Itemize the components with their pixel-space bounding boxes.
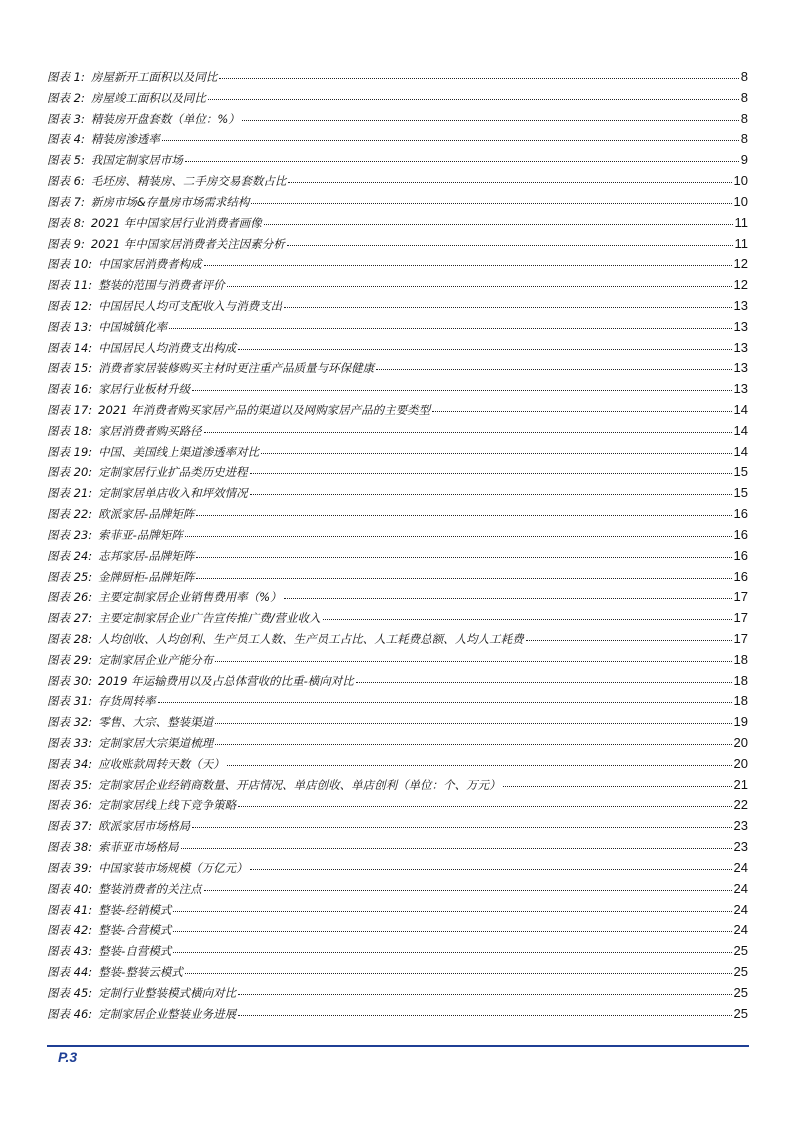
figure-number: 图表 26: xyxy=(47,590,93,605)
figure-title: 整装的范围与消费者评价 xyxy=(98,278,225,293)
figure-title: 我国定制家居市场 xyxy=(90,153,183,168)
dot-leader xyxy=(219,78,738,79)
page-ref: 19 xyxy=(733,714,748,730)
figure-number: 图表 9: xyxy=(47,236,85,251)
page-ref: 25 xyxy=(733,1005,748,1021)
page-ref: 25 xyxy=(733,984,748,1000)
figure-number: 图表 3: xyxy=(47,111,85,126)
figure-number: 图表 22: xyxy=(47,507,93,522)
toc-entry[interactable] xyxy=(47,319,748,340)
figure-title: 索菲亚市场格局 xyxy=(98,840,179,855)
figure-title: 2021 年消费者购买家居产品的渠道以及网购家居产品的主要类型 xyxy=(98,403,431,417)
toc-entry[interactable] xyxy=(47,902,748,923)
figure-number: 图表 21: xyxy=(47,486,93,501)
toc-entry[interactable] xyxy=(47,881,748,902)
figure-number: 图表 39: xyxy=(47,860,93,875)
dot-leader xyxy=(238,349,731,350)
figure-title: 定制家居线上线下竞争策略 xyxy=(98,798,237,813)
dot-leader xyxy=(526,640,732,641)
figure-title: 中国城镇化率 xyxy=(98,319,168,334)
figure-title: 整装消费者的关注点 xyxy=(98,881,202,896)
figure-title: 整装-经销模式 xyxy=(98,902,172,917)
figure-number: 图表 8: xyxy=(47,215,85,230)
dot-leader xyxy=(196,578,731,579)
toc-entry[interactable] xyxy=(47,381,748,402)
toc-entry[interactable] xyxy=(47,673,748,694)
figure-number: 图表 10: xyxy=(47,257,93,272)
toc-entry[interactable] xyxy=(47,69,748,90)
toc-entry[interactable] xyxy=(47,860,748,881)
dot-leader xyxy=(208,99,739,100)
page-ref: 13 xyxy=(733,339,748,355)
toc-entry[interactable] xyxy=(47,1006,748,1027)
footer-divider xyxy=(47,1045,749,1047)
dot-leader xyxy=(242,120,739,121)
figure-number: 图表 32: xyxy=(47,715,93,730)
page-ref: 13 xyxy=(733,360,748,376)
toc-entry[interactable] xyxy=(47,714,748,735)
toc-entry[interactable] xyxy=(47,756,748,777)
toc-entry[interactable] xyxy=(47,693,748,714)
table-of-figures xyxy=(47,69,748,1026)
toc-entry[interactable] xyxy=(47,277,748,298)
figure-number: 图表 19: xyxy=(47,444,93,459)
figure-number: 图表 14: xyxy=(47,340,93,355)
figure-number: 图表 2: xyxy=(47,90,85,105)
page-ref: 10 xyxy=(733,173,748,189)
figure-number: 图表 37: xyxy=(47,819,93,834)
figure-number: 图表 11: xyxy=(47,278,93,293)
page-ref: 11 xyxy=(734,214,748,230)
figure-title: 定制家居企业产能分布 xyxy=(98,652,214,667)
page-ref: 18 xyxy=(733,672,748,688)
figure-number: 图表 7: xyxy=(47,194,85,209)
figure-title: 中国居民人均可支配收入与消费支出 xyxy=(98,298,283,313)
page-ref: 13 xyxy=(733,297,748,313)
figure-number: 图表 23: xyxy=(47,527,93,542)
toc-entry[interactable] xyxy=(47,964,748,985)
dot-leader xyxy=(173,952,731,953)
page-ref: 8 xyxy=(740,69,748,84)
figure-title: 欧派家居-品牌矩阵 xyxy=(98,507,195,522)
page-ref: 24 xyxy=(733,859,748,875)
figure-number: 图表 46: xyxy=(47,1006,93,1021)
toc-entry[interactable] xyxy=(47,610,748,631)
page-ref: 25 xyxy=(733,943,748,959)
page-ref: 14 xyxy=(733,443,748,459)
dot-leader xyxy=(227,286,732,287)
page-ref: 21 xyxy=(733,776,748,792)
dot-leader xyxy=(227,765,732,766)
dot-leader xyxy=(250,494,732,495)
figure-title: 人均创收、人均创利、生产员工人数、生产员工占比、人工耗费总额、人均人工耗费 xyxy=(98,631,524,646)
figure-title: 定制家居大宗渠道梳理 xyxy=(98,736,214,750)
figure-number: 图表 12: xyxy=(47,298,93,313)
page-ref: 24 xyxy=(733,901,748,917)
figure-title: 应收账款周转天数（天） xyxy=(98,756,225,771)
toc-entry[interactable] xyxy=(47,652,748,673)
toc-entry[interactable] xyxy=(47,340,748,361)
toc-entry[interactable] xyxy=(47,360,748,381)
toc-entry[interactable] xyxy=(47,215,748,236)
page-ref: 14 xyxy=(733,402,748,417)
dot-leader xyxy=(250,473,732,474)
dot-leader xyxy=(287,245,733,246)
figure-number: 图表 6: xyxy=(47,174,85,189)
figure-title: 整装-自营模式 xyxy=(98,944,172,959)
figure-number: 图表 30: xyxy=(47,673,93,688)
figure-title: 中国家居消费者构成 xyxy=(98,257,202,272)
dot-leader xyxy=(238,806,731,807)
toc-entry[interactable] xyxy=(47,485,748,506)
page-ref: 12 xyxy=(733,277,748,293)
toc-entry[interactable] xyxy=(47,797,748,818)
toc-entry[interactable] xyxy=(47,527,748,548)
page-ref: 9 xyxy=(740,152,748,168)
page-ref: 8 xyxy=(740,110,748,126)
figure-title: 2021 年中国家居消费者关注因素分析 xyxy=(90,236,285,251)
toc-entry[interactable] xyxy=(47,402,748,423)
figure-title: 定制行业整装模式横向对比 xyxy=(98,985,237,1000)
toc-entry[interactable] xyxy=(47,90,748,111)
page-ref: 16 xyxy=(733,568,748,584)
dot-leader xyxy=(356,682,732,683)
page-ref: 24 xyxy=(733,880,748,896)
figure-title: 精装房渗透率 xyxy=(90,132,160,147)
dot-leader xyxy=(173,911,731,912)
dot-leader xyxy=(284,598,732,599)
toc-entry[interactable] xyxy=(47,777,748,798)
figure-number: 图表 24: xyxy=(47,548,93,563)
figure-title: 定制家居行业扩品类历史进程 xyxy=(98,465,248,480)
dot-leader xyxy=(173,931,731,932)
figure-number: 图表 40: xyxy=(47,881,93,896)
page-ref: 8 xyxy=(740,131,748,147)
toc-entry[interactable] xyxy=(47,631,748,652)
figure-number: 图表 17: xyxy=(47,403,93,417)
figure-number: 图表 42: xyxy=(47,923,93,938)
figure-number: 图表 13: xyxy=(47,319,93,334)
page-ref: 23 xyxy=(733,818,748,834)
figure-title: 金牌厨柜-品牌矩阵 xyxy=(98,569,195,584)
figure-title: 中国居民人均消费支出构成 xyxy=(98,340,237,355)
page-ref: 13 xyxy=(733,381,748,397)
page-ref: 15 xyxy=(733,485,748,501)
figure-title: 房屋竣工面积以及同比 xyxy=(90,90,206,105)
figure-title: 主要定制家居企业广告宣传推广费/营业收入 xyxy=(98,611,321,626)
figure-title: 中国家装市场规模（万亿元） xyxy=(98,860,248,875)
toc-entry[interactable] xyxy=(47,194,748,215)
toc-entry[interactable] xyxy=(47,173,748,194)
figure-title: 2019 年运输费用以及占总体营收的比重-横向对比 xyxy=(98,673,354,688)
figure-title: 新房市场&存量房市场需求结构 xyxy=(90,194,250,209)
dot-leader xyxy=(204,432,732,433)
dot-leader xyxy=(238,994,731,995)
dot-leader xyxy=(238,1015,731,1016)
figure-title: 整装-整装云模式 xyxy=(98,964,183,979)
toc-entry[interactable] xyxy=(47,506,748,527)
figure-title: 主要定制家居企业销售费用率（%） xyxy=(98,590,282,605)
page-ref: 8 xyxy=(740,89,748,105)
figure-title: 存货周转率 xyxy=(98,694,156,709)
page-ref: 16 xyxy=(733,506,748,522)
figure-number: 图表 18: xyxy=(47,423,93,438)
page-ref: 17 xyxy=(733,610,748,626)
page-ref: 12 xyxy=(733,256,748,272)
figure-title: 毛坯房、精装房、二手房交易套数占比 xyxy=(90,174,287,189)
dot-leader xyxy=(215,744,731,745)
toc-entry[interactable] xyxy=(47,131,748,152)
dot-leader xyxy=(503,786,732,787)
dot-leader xyxy=(196,557,731,558)
toc-entry[interactable] xyxy=(47,548,748,569)
page-ref: 17 xyxy=(733,630,748,646)
toc-entry[interactable] xyxy=(47,256,748,277)
figure-title: 志邦家居-品牌矩阵 xyxy=(98,548,195,563)
page-ref: 16 xyxy=(733,526,748,542)
page-ref: 17 xyxy=(733,589,748,605)
figure-title: 定制家居单店收入和坪效情况 xyxy=(98,486,248,501)
figure-title: 整装-合营模式 xyxy=(98,923,172,938)
dot-leader xyxy=(196,515,731,516)
dot-leader xyxy=(215,723,731,724)
dot-leader xyxy=(158,702,732,703)
figure-number: 图表 25: xyxy=(47,569,93,584)
dot-leader xyxy=(204,890,732,891)
dot-leader xyxy=(376,369,731,370)
figure-title: 精装房开盘套数（单位：%） xyxy=(90,111,240,126)
figure-number: 图表 4: xyxy=(47,132,85,147)
page-ref: 24 xyxy=(733,922,748,938)
toc-entry[interactable] xyxy=(47,236,748,257)
figure-title: 零售、大宗、整装渠道 xyxy=(98,715,214,730)
page-number: P.3 xyxy=(58,1049,78,1065)
figure-title: 索菲亚-品牌矩阵 xyxy=(98,527,183,542)
toc-entry[interactable] xyxy=(47,589,748,610)
figure-number: 图表 41: xyxy=(47,902,93,917)
toc-entry[interactable] xyxy=(47,943,748,964)
page-ref: 20 xyxy=(733,755,748,771)
figure-number: 图表 33: xyxy=(47,736,93,750)
figure-number: 图表 16: xyxy=(47,382,93,397)
dot-leader xyxy=(192,827,731,828)
figure-number: 图表 15: xyxy=(47,361,93,376)
toc-entry[interactable] xyxy=(47,569,748,590)
toc-entry[interactable] xyxy=(47,111,748,132)
figure-number: 图表 44: xyxy=(47,964,93,979)
page-ref: 16 xyxy=(733,547,748,563)
dot-leader xyxy=(251,203,731,204)
page-ref: 10 xyxy=(733,193,748,209)
toc-entry[interactable] xyxy=(47,444,748,465)
figure-number: 图表 1: xyxy=(47,70,85,84)
dot-leader xyxy=(250,869,732,870)
toc-entry[interactable] xyxy=(47,464,748,485)
figure-title: 定制家居企业经销商数量、开店情况、单店创收、单店创利（单位：个、万元） xyxy=(98,777,501,792)
figure-number: 图表 20: xyxy=(47,465,93,480)
toc-entry[interactable] xyxy=(47,985,748,1006)
toc-entry[interactable] xyxy=(47,423,748,444)
figure-number: 图表 36: xyxy=(47,798,93,813)
figure-title: 家居消费者购买路径 xyxy=(98,423,202,438)
dot-leader xyxy=(181,848,732,849)
dot-leader xyxy=(264,224,733,225)
dot-leader xyxy=(323,619,732,620)
dot-leader xyxy=(284,307,731,308)
dot-leader xyxy=(204,265,732,266)
dot-leader xyxy=(185,161,739,162)
figure-number: 图表 34: xyxy=(47,756,93,771)
figure-title: 定制家居企业整装业务进展 xyxy=(98,1006,237,1021)
dot-leader xyxy=(288,182,731,183)
figure-title: 消费者家居装修购买主材时更注重产品质量与环保健康 xyxy=(98,361,375,376)
figure-title: 房屋新开工面积以及同比 xyxy=(90,70,218,84)
page-ref: 18 xyxy=(733,651,748,667)
dot-leader xyxy=(185,973,732,974)
toc-entry[interactable] xyxy=(47,298,748,319)
page-ref: 11 xyxy=(734,235,748,251)
dot-leader xyxy=(162,140,739,141)
dot-leader xyxy=(192,390,731,391)
toc-entry[interactable] xyxy=(47,839,748,860)
toc-entry[interactable] xyxy=(47,922,748,943)
dot-leader xyxy=(185,536,732,537)
figure-number: 图表 29: xyxy=(47,652,93,667)
page-ref: 15 xyxy=(733,464,748,480)
figure-number: 图表 35: xyxy=(47,777,93,792)
figure-title: 中国、美国线上渠道渗透率对比 xyxy=(98,444,260,459)
dot-leader xyxy=(261,453,731,454)
page-ref: 18 xyxy=(733,693,748,709)
figure-number: 图表 38: xyxy=(47,840,93,855)
figure-number: 图表 27: xyxy=(47,611,93,626)
page-ref: 14 xyxy=(733,422,748,438)
toc-entry[interactable] xyxy=(47,152,748,173)
dot-leader xyxy=(432,411,731,412)
page-ref: 23 xyxy=(733,839,748,855)
figure-title: 2021 年中国家居行业消费者画像 xyxy=(90,215,262,230)
figure-number: 图表 45: xyxy=(47,985,93,1000)
page-ref: 22 xyxy=(733,797,748,813)
dot-leader xyxy=(215,661,731,662)
toc-entry[interactable] xyxy=(47,735,748,756)
figure-title: 家居行业板材升级 xyxy=(98,382,191,397)
figure-number: 图表 43: xyxy=(47,944,93,959)
figure-number: 图表 31: xyxy=(47,694,93,709)
figure-number: 图表 28: xyxy=(47,631,93,646)
page-ref: 13 xyxy=(733,318,748,334)
figure-title: 欧派家居市场格局 xyxy=(98,819,191,834)
toc-entry[interactable] xyxy=(47,818,748,839)
page-ref: 25 xyxy=(733,963,748,979)
figure-number: 图表 5: xyxy=(47,153,85,168)
dot-leader xyxy=(169,328,731,329)
page-ref: 20 xyxy=(733,735,748,750)
